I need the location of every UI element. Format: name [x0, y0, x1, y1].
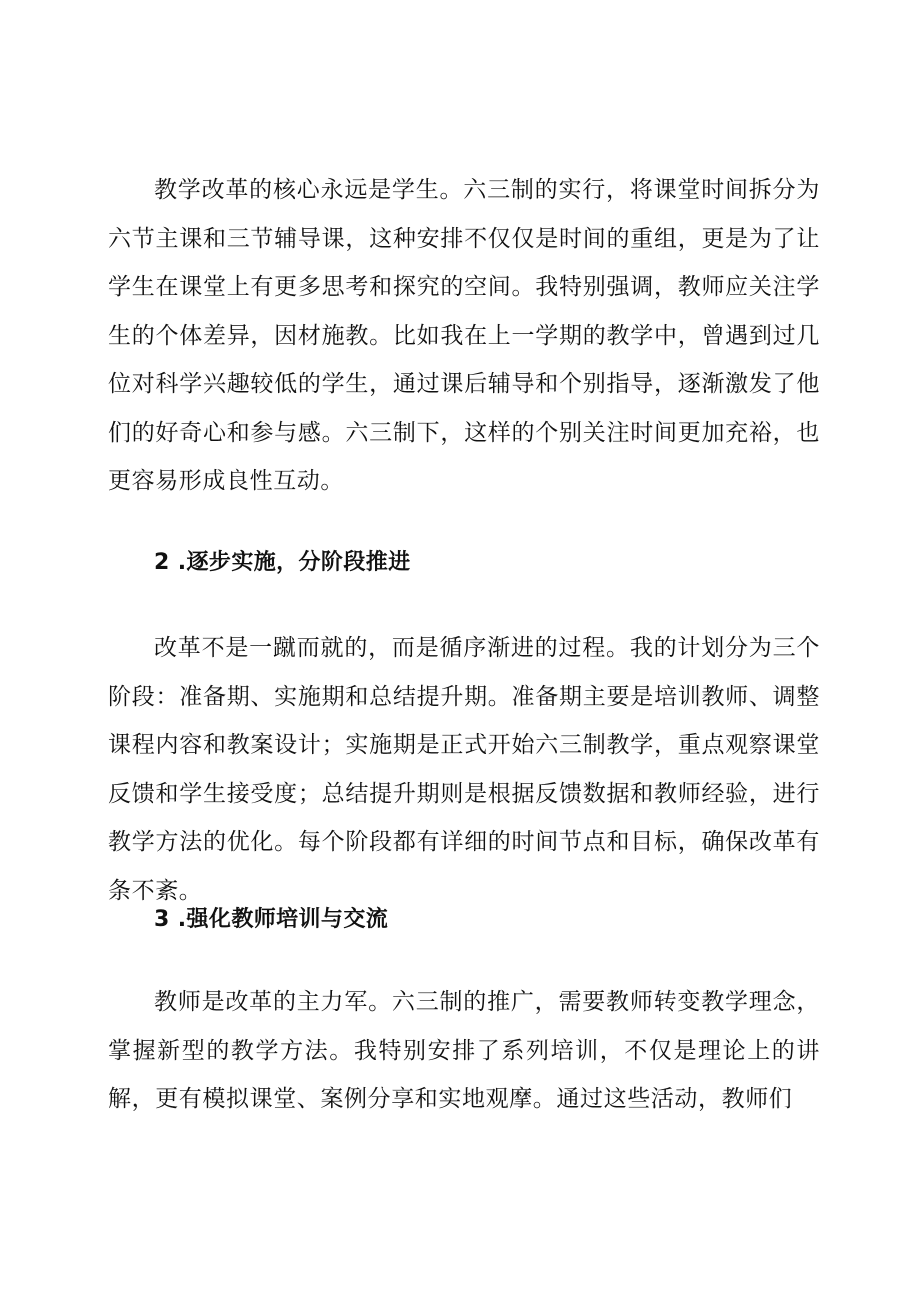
- section-heading-3: 3 .强化教师培训与交流: [154, 907, 389, 932]
- paragraph-student-centered: 教学改革的核心永远是学生。六三制的实行，将课堂时间拆分为六节主课和三节辅导课，这种安排不仅仅是时间的重组，更是为了让学生在课堂上有更多思考和探究的空间。我特别强调，教师应关注学生的个体差异，因材施教。比如我在上一学期的教学中，曾遇到过几位对科学兴趣较低的学生，通过课后辅导和个别指导，逐渐激发了他们的好奇心和参与感。六三制下，这样的个别关注时间更加充裕，也更容易形成良性互动。: [108, 177, 820, 494]
- section-heading-2: 2 .逐步实施，分阶段推进: [154, 550, 411, 575]
- paragraph-phased-implementation: 改革不是一蹴而就的，而是循序渐进的过程。我的计划分为三个阶段：准备期、实施期和总结提升期。准备期主要是培训教师、调整课程内容和教案设计；实施期是正式开始六三制教学，重点观察课堂反馈和学生接受度；总结提升期则是根据反馈数据和教师经验，进行教学方法的优化。每个阶段都有详细的时间节点和目标，确保改革有条不紊。: [108, 635, 820, 904]
- paragraph-teacher-training: 教师是改革的主力军。六三制的推广，需要教师转变教学理念，掌握新型的教学方法。我特别安排了系列培训，不仅是理论上的讲解，更有模拟课堂、案例分享和实地观摩。通过这些活动，教师们: [108, 989, 820, 1112]
